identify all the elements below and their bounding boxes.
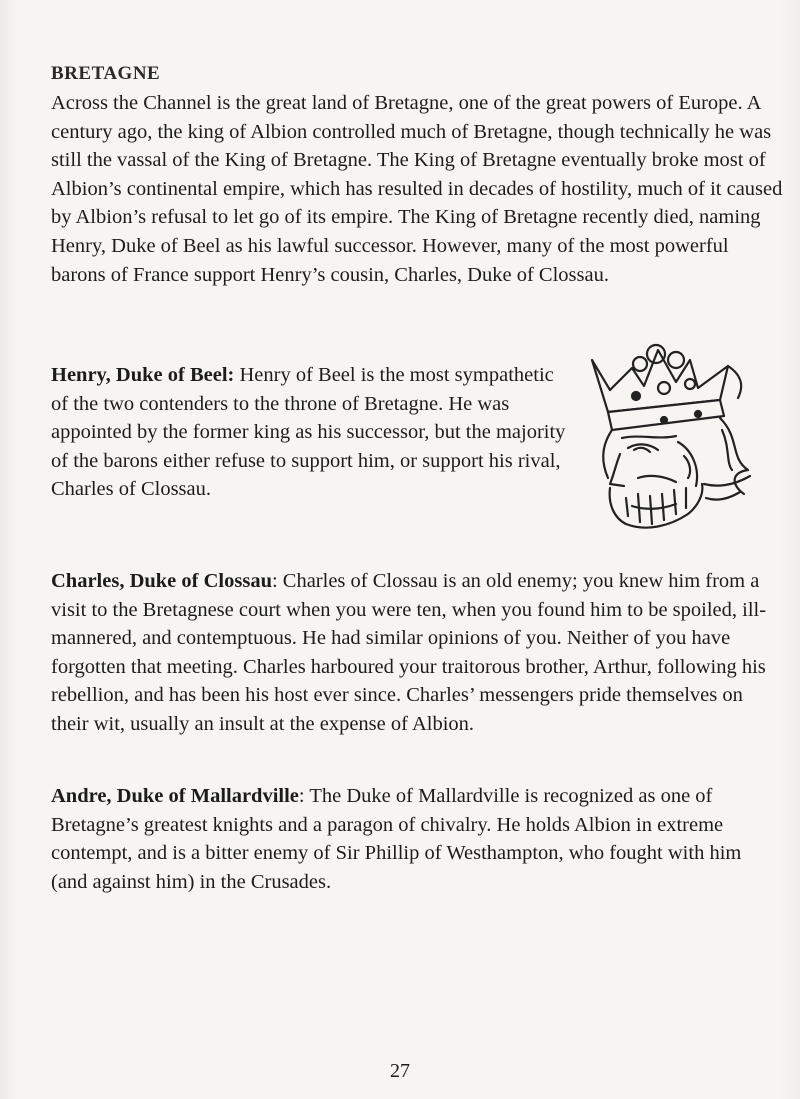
entry-charles bbox=[51, 567, 781, 739]
entry-name: Henry, Duke of Beel: bbox=[51, 364, 235, 386]
section-heading: BRETAGNE bbox=[51, 63, 161, 84]
page-number: 27 bbox=[390, 1060, 410, 1082]
entry-text: Henry of Beel is the most sympathetic of the two contenders to the throne of Bretagne. He was appointed by the former king as his successor, but the majority of the barons either refuse to support him, or support his rival, Charles of Clossau. bbox=[51, 364, 566, 501]
entry-name: Charles, Duke of Clossau bbox=[51, 570, 272, 592]
entry-andre bbox=[51, 782, 781, 896]
king-illustration-icon bbox=[580, 338, 755, 533]
entry-henry bbox=[51, 361, 566, 504]
entry-text: : Charles of Clossau is an old enemy; you knew him from a visit to the Bretagnese court when you were ten, when you found him to be spoiled, ill-mannered, and contemptuous. He had similar opinions of you. Neither of you have forgotten that meeting. Charles harboured your traitorous brother, Arthur, following his rebellion, and has been his host ever since. Charles’ messengers pride themselves on their wit, usually an insult at the expense of Albion. bbox=[51, 570, 767, 735]
intro-paragraph: Across the Channel is the great land of Bretagne, one of the great powers of Europe. A century ago, the king of Albion controlled much of Bretagne, though technically he was still the vassal of the King of Bretagne. The King of Bretagne eventually broke most of Albion’s continental empire, which has resulted in decades of hostility, much of it caused by Albion’s refusal to let go of its empire. The King of Bretagne recently died, naming Henry, Duke of Beel as his lawful successor. However, many of the most powerful barons of France support Henry’s cousin, Charles, Duke of Clossau. bbox=[51, 92, 783, 286]
entry-name: Andre, Duke of Mallardville bbox=[51, 785, 299, 807]
entry-text: : The Duke of Mallardville is recognized as one of Bretagne’s greatest knights and a paragon of chivalry. He holds Albion in extreme contempt, and is a bitter enemy of Sir Phillip of Westhampton, who fought with him (and against him) in the Crusades. bbox=[51, 785, 742, 893]
